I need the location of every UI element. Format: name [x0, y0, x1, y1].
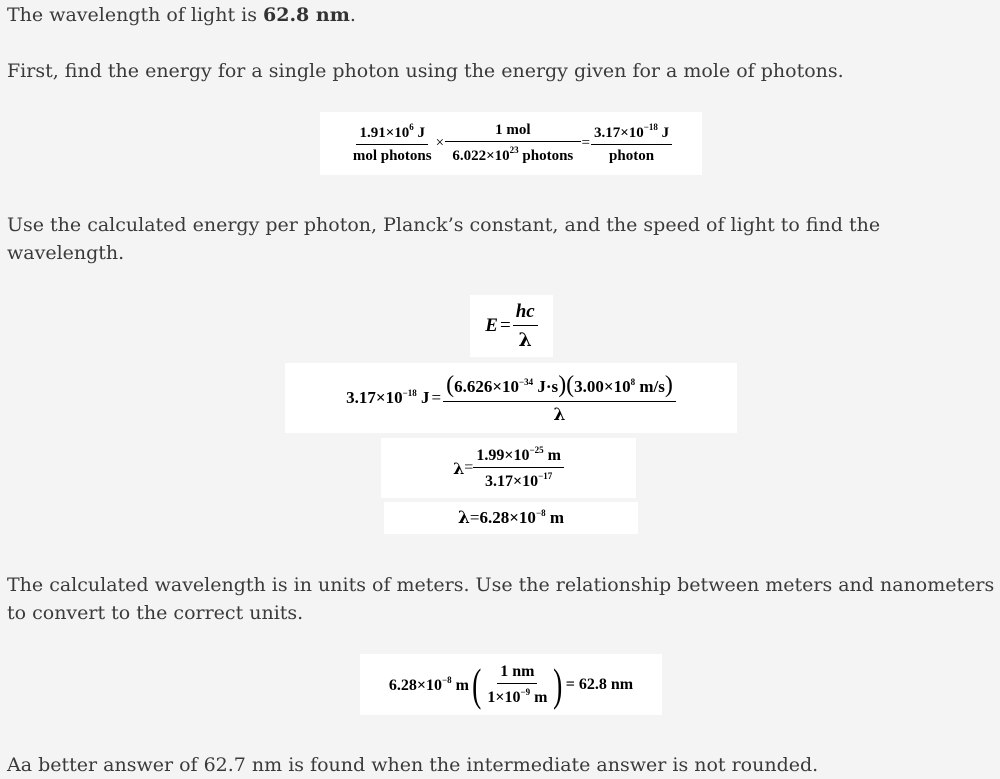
equation-unit-conversion: $6.28\times 10^{-8}$ m ( $\frac{1 nm}{1\times 10^{-9} m}$ ) = 62.8 nm [360, 654, 662, 715]
result-suffix: . [349, 4, 356, 26]
result-prefix: The wavelength of light is [7, 4, 263, 26]
equation-wavelength-meters: λ = $6.28\times 10^{-8}$ m [384, 502, 638, 534]
step2-instruction: Use the calculated energy per photon, Planck’s constant, and the speed of light to find the wavelength. [7, 214, 881, 264]
equation-wavelength-fraction: λ = $\frac{1.99\times 10^{-25} m}{3.17\times 10^{-17}}$ [381, 438, 636, 498]
fraction-energy-per-mole: $\frac{1.91\times 10^6 J}{\text{mol photons}}$ [352, 122, 432, 164]
equation-planck: E = $\frac{hc}{\lambda}$ [470, 295, 553, 357]
fraction-avogadro: $\frac{\text{1 mol}}{6.022\times 10^{23} photons}$ [445, 122, 580, 165]
result-answer: 62.8 nm [263, 4, 350, 26]
fraction-energy-per-photon: $\frac{3.17\times 10^{-18} J}{\text{photon}}$ [591, 122, 672, 165]
step3-instruction: The calculated wavelength is in units of meters. Use the relationship between meters and nanometers to convert to the correct units. [7, 574, 995, 624]
result-statement [7, 1, 356, 29]
equation-substitution: $3.17\times 10^{-18}$ J = $\frac{(6.626\times 10^{-34} J\cdot s)(3.00\times 10^8 m/s)}{\lambda}$ [285, 363, 737, 433]
equation-energy-per-photon [320, 112, 702, 175]
step1-instruction: First, find the energy for a single photon using the energy given for a mole of photons. [7, 60, 844, 82]
rounding-note: Aa better answer of 62.7 nm is found when the intermediate answer is not rounded. [7, 754, 819, 776]
equals-sign: = [581, 135, 590, 151]
times-sign: × [435, 135, 445, 151]
